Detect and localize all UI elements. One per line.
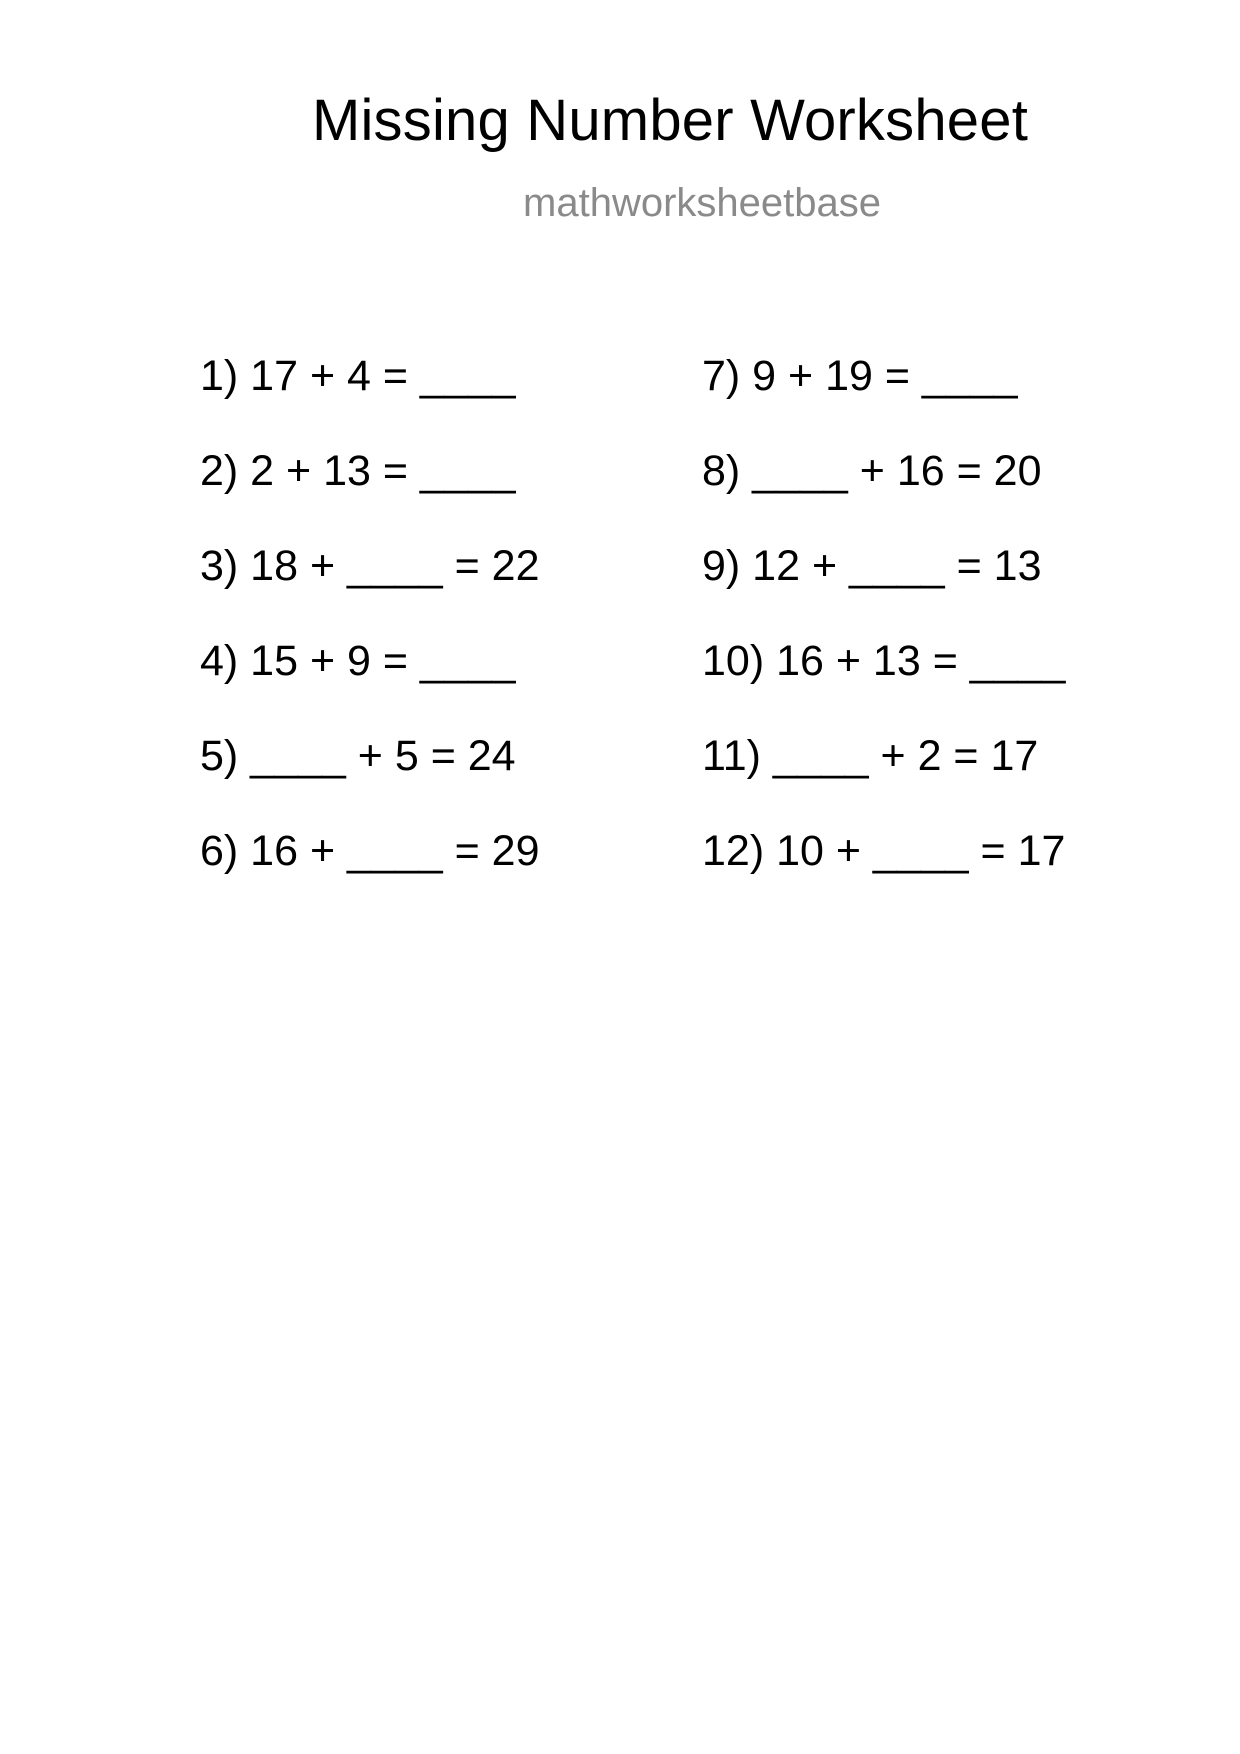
problem-12: 12) 10 + ____ = 17 — [702, 827, 1066, 875]
problem-4: 4) 15 + 9 = ____ — [200, 637, 516, 685]
problem-1: 1) 17 + 4 = ____ — [200, 352, 516, 400]
problem-6: 6) 16 + ____ = 29 — [200, 827, 540, 875]
problem-2: 2) 2 + 13 = ____ — [200, 447, 516, 495]
problem-9: 9) 12 + ____ = 13 — [702, 542, 1042, 590]
problem-8: 8) ____ + 16 = 20 — [702, 447, 1042, 495]
problem-10: 10) 16 + 13 = ____ — [702, 637, 1066, 685]
problem-11: 11) ____ + 2 = 17 — [702, 732, 1039, 780]
page-title: Missing Number Worksheet — [311, 88, 1029, 153]
problem-7: 7) 9 + 19 = ____ — [702, 352, 1018, 400]
problem-3: 3) 18 + ____ = 22 — [200, 542, 540, 590]
page-subtitle: mathworksheetbase — [523, 181, 881, 225]
problem-5: 5) ____ + 5 = 24 — [200, 732, 516, 780]
